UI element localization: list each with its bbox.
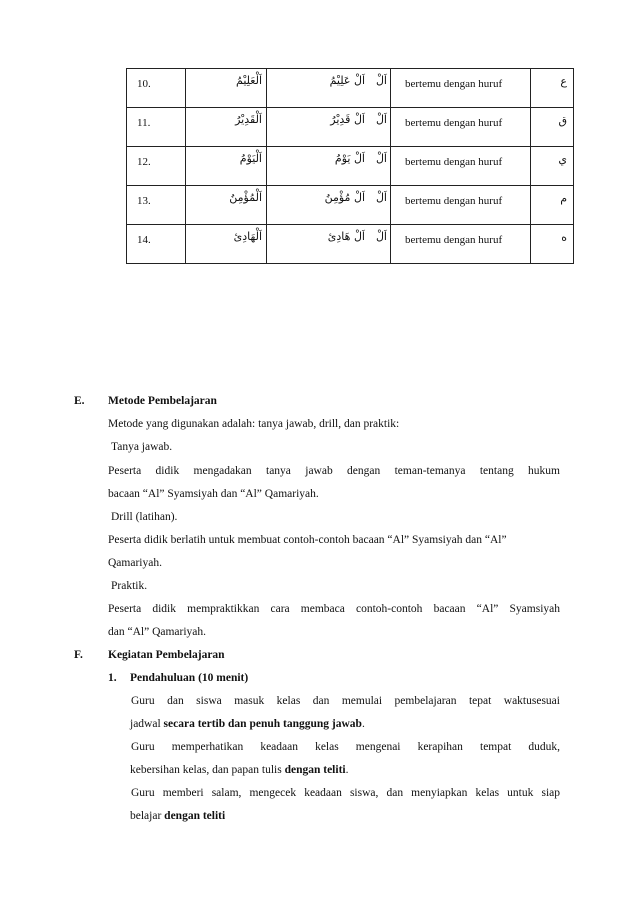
- row-number: 10.: [127, 69, 186, 108]
- section-e-title: Metode Pembelajaran: [108, 395, 217, 407]
- method-2-title: Drill (latihan).: [111, 511, 178, 523]
- al-prefix: اَلْ: [367, 186, 391, 225]
- full-word: اَلْ قَدِيْرُ: [267, 108, 368, 147]
- rule-description: bertemu dengan huruf: [391, 147, 531, 186]
- qamariyah-letter: ق: [531, 108, 574, 147]
- method-3-title: Praktik.: [111, 580, 148, 592]
- subsection-1-number: 1.: [108, 672, 117, 684]
- method-3-line-2: dan “Al” Qamariyah.: [108, 626, 207, 638]
- section-e-letter: E.: [74, 395, 85, 407]
- qamariyah-letter: ي: [531, 147, 574, 186]
- section-f-title: Kegiatan Pembelajaran: [108, 649, 225, 661]
- table-row: [127, 225, 574, 264]
- al-prefix: اَلْ: [367, 69, 391, 108]
- al-prefix: اَلْ: [367, 225, 391, 264]
- rule-description: bertemu dengan huruf: [391, 186, 531, 225]
- intro-para-3-line-1: Guru memberi salam, mengecek keadaan siswa, dan menyiapkan kelas untuk siap: [131, 787, 560, 799]
- rule-description: bertemu dengan huruf: [391, 225, 531, 264]
- section-f-letter: F.: [74, 649, 83, 661]
- table-row: [127, 108, 574, 147]
- row-number: 11.: [127, 108, 186, 147]
- subsection-1-title: Pendahuluan (10 menit): [130, 672, 249, 684]
- intro-para-2-line-1: Guru memperhatikan keadaan kelas mengenai kerapihan tempat duduk,: [131, 741, 560, 753]
- al-qamariyah-table: [126, 68, 574, 264]
- method-2-line-2: Qamariyah.: [108, 557, 162, 569]
- assimilated-word: اَلْعَلِيْمُ: [186, 69, 267, 108]
- full-word: اَلْ هَادِئ: [267, 225, 368, 264]
- assimilated-word: اَلْهَادِئ: [186, 225, 267, 264]
- section-e-intro: Metode yang digunakan adalah: tanya jawab, drill, dan praktik:: [108, 418, 400, 430]
- al-prefix: اَلْ: [367, 108, 391, 147]
- intro-para-1-line-1: Guru dan siswa masuk kelas dan memulai pembelajaran tepat waktusesuai: [131, 695, 560, 707]
- intro-para-3-line-2: belajar dengan teliti: [130, 810, 226, 822]
- intro-para-2-line-2: kebersihan kelas, dan papan tulis dengan teliti.: [130, 764, 349, 776]
- table-row: [127, 147, 574, 186]
- method-1-title: Tanya jawab.: [111, 441, 173, 453]
- full-word: اَلْ عَلِيْمُ: [267, 69, 368, 108]
- assimilated-word: اَلْيَوْمُ: [186, 147, 267, 186]
- method-3-line-1: Peserta didik mempraktikkan cara membaca contoh-contoh bacaan “Al” Syamsiyah: [108, 603, 560, 615]
- row-number: 12.: [127, 147, 186, 186]
- rule-description: bertemu dengan huruf: [391, 108, 531, 147]
- method-1-line-2: bacaan “Al” Syamsiyah dan “Al” Qamariyah.: [108, 488, 319, 500]
- full-word: اَلْ مُؤْمِنُ: [267, 186, 368, 225]
- row-number: 14.: [127, 225, 186, 264]
- method-2-line-1: Peserta didik berlatih untuk membuat contoh-contoh bacaan “Al” Syamsiyah dan “Al”: [108, 534, 507, 546]
- method-1-line-1: Peserta didik mengadakan tanya jawab dengan teman-temanya tentang hukum: [108, 465, 560, 477]
- table-row: [127, 186, 574, 225]
- intro-para-1-line-2: jadwal secara tertib dan penuh tanggung jawab.: [130, 718, 365, 730]
- table-row: [127, 69, 574, 108]
- full-word: اَلْ يَوْمُ: [267, 147, 368, 186]
- qamariyah-letter: ع: [531, 69, 574, 108]
- qamariyah-letter: ه: [531, 225, 574, 264]
- row-number: 13.: [127, 186, 186, 225]
- rule-description: bertemu dengan huruf: [391, 69, 531, 108]
- assimilated-word: اَلْقَدِيْرُ: [186, 108, 267, 147]
- assimilated-word: اَلْمُؤْمِنُ: [186, 186, 267, 225]
- qamariyah-letter: م: [531, 186, 574, 225]
- al-prefix: اَلْ: [367, 147, 391, 186]
